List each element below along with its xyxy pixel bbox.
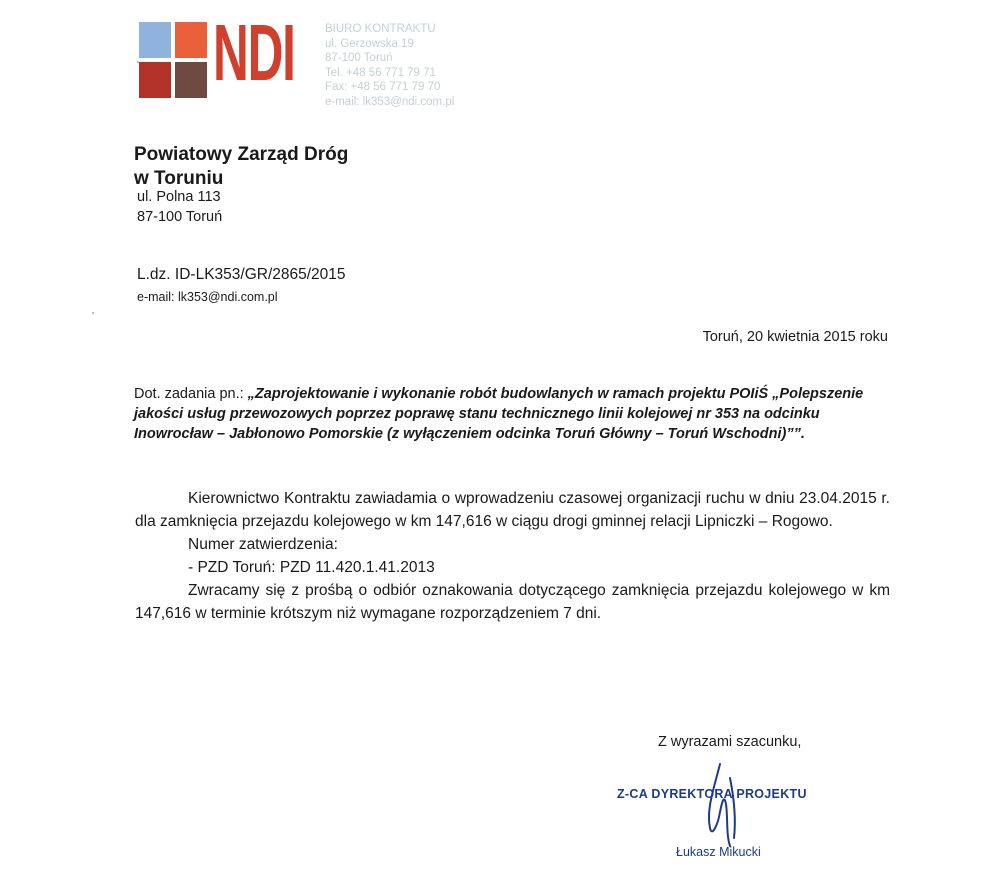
approval-item: - PZD Toruń: PZD 11.420.1.41.2013 xyxy=(188,559,435,576)
reference-number: L.dz. ID-LK353/GR/2865/2015 xyxy=(137,266,346,283)
recipient-name xyxy=(134,143,348,191)
letter-body xyxy=(135,487,890,625)
company-street: ul. Gerzowska 19 xyxy=(325,37,414,50)
subject-label: Dot. zadania pn.: xyxy=(134,386,244,402)
company-name: BIURO KONTRAKTU xyxy=(325,23,436,35)
reference-email: e-mail: lk353@ndi.com.pl xyxy=(137,290,278,304)
recipient-street: ul. Polna 113 xyxy=(137,189,221,205)
approval-label: Numer zatwierdzenia: xyxy=(188,536,338,553)
letter-date: Toruń, 20 kwietnia 2015 roku xyxy=(702,329,888,345)
subject-text: „Zaprojektowanie i wykonanie robót budowlanych w ramach projektu POIiŚ „Polepszenie jakości usług przewozowych poprzez poprawę stanu technicznego linii kolejowej nr 353 na odcinku Inowrocław – Jabłonowo Pomorskie (z wyłączeniem odcinka Toruń Główny – Toruń Wschodni)””. xyxy=(134,386,864,442)
company-address-block xyxy=(325,22,454,109)
handwritten-signature xyxy=(690,758,760,858)
scan-speck xyxy=(137,61,139,63)
logo-square-blue xyxy=(139,22,171,58)
subject-block xyxy=(134,384,890,444)
body-paragraph-1: Kierownictwo Kontraktu zawiadamia o wprowadzeniu czasowej organizacji ruchu w dniu 23.04.2015 r. dla zamknięcia przejazdu kolejowego w km 147,616 w ciągu drogi gminnej relacji Lipniczki – Rogowo. xyxy=(135,490,890,530)
company-city: 87-100 Toruń xyxy=(325,52,393,64)
logo-square-brown xyxy=(175,62,207,98)
logo-square-red xyxy=(139,62,171,98)
signatory-title: Z-CA DYREKTORA PROJEKTU xyxy=(617,787,807,801)
company-fax: Fax: +48 56 771 79 70 xyxy=(325,81,441,93)
company-email: e-mail: lk353@ndi.com.pl xyxy=(325,95,455,108)
closing-greeting: Z wyrazami szacunku, xyxy=(658,734,802,750)
recipient-city: 87-100 Toruń xyxy=(137,209,223,225)
scan-speck xyxy=(92,312,94,314)
body-paragraph-2: Zwracamy się z prośbą o odbiór oznakowania dotyczącego zamknięcia przejazdu kolejowego w km 147,616 w terminie krótszym niż wymagane rozporządzeniem 7 dni. xyxy=(135,582,890,622)
company-phone: Tel. +48 56 771 79 71 xyxy=(325,66,436,79)
company-logo xyxy=(139,22,207,98)
recipient-name-line2: w Toruniu xyxy=(134,168,224,189)
recipient-address xyxy=(137,187,222,227)
logo-square-orange xyxy=(175,22,207,58)
logo-wordmark: NDI xyxy=(213,8,295,97)
recipient-name-line1: Powiatowy Zarząd Dróg xyxy=(134,144,349,165)
signatory-name: Łukasz Mikucki xyxy=(676,845,761,859)
